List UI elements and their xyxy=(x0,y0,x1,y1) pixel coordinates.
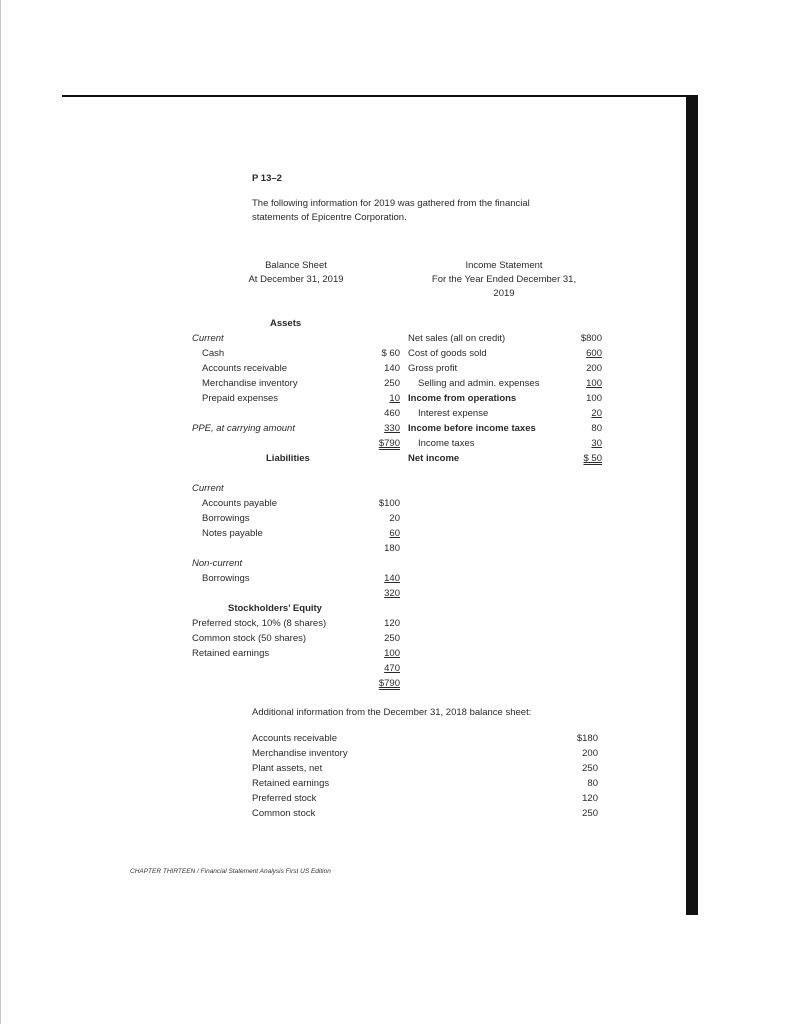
income-statement-period: For the Year Ended December 31, xyxy=(431,274,577,285)
equity-label-common: Common stock (50 shares) xyxy=(192,633,307,644)
income-statement-year: 2019 xyxy=(493,288,515,299)
liability-label-borrowings: Borrowings xyxy=(202,513,250,524)
viewer-left-border xyxy=(0,0,1,1024)
income-value-operations: 100 xyxy=(586,393,602,404)
income-value-net-sales: $800 xyxy=(580,333,602,344)
income-value-cogs: 600 xyxy=(586,348,602,359)
liabilities-total: 320 xyxy=(384,588,400,599)
asset-value-cash: $ 60 xyxy=(381,348,400,359)
assets-total: $790 xyxy=(378,438,400,449)
assets-current-label: Current xyxy=(192,333,224,344)
asset-label-accounts-receivable: Accounts receivable xyxy=(202,363,288,374)
income-label-taxes: Income taxes xyxy=(418,438,475,449)
income-label-selling-admin: Selling and admin. expenses xyxy=(418,378,540,389)
liabilities-title: Liabilities xyxy=(266,453,310,464)
asset-value-prepaid-expenses: 10 xyxy=(389,393,400,404)
additional-value-preferred-stock: 120 xyxy=(582,793,598,804)
additional-label-retained-earnings: Retained earnings xyxy=(252,778,330,789)
income-value-taxes: 30 xyxy=(591,438,602,449)
income-value-net-income: $ 50 xyxy=(583,453,602,464)
asset-value-merchandise-inventory: 250 xyxy=(384,378,400,389)
page-footer: CHAPTER THIRTEEN / Financial Statement Analysis First US Edition xyxy=(130,868,331,875)
liabilities-current-label: Current xyxy=(192,483,224,494)
equity-total: 470 xyxy=(384,663,400,674)
assets-title: Assets xyxy=(270,318,302,329)
asset-label-prepaid-expenses: Prepaid expenses xyxy=(202,393,279,404)
intro-line-1: The following information for 2019 was gathered from the financial xyxy=(252,198,530,209)
liability-value-borrowings: 20 xyxy=(389,513,400,524)
balance-sheet-title: Balance Sheet xyxy=(265,260,327,271)
income-statement-title: Income Statement xyxy=(465,260,543,271)
problem-id: P 13–2 xyxy=(252,173,282,184)
additional-value-plant-assets: 250 xyxy=(582,763,598,774)
asset-value-ppe: 330 xyxy=(384,423,400,434)
equity-value-common: 250 xyxy=(384,633,400,644)
liabilities-equity-grand-total: $790 xyxy=(378,678,400,689)
income-label-operations: Income from operations xyxy=(408,393,517,404)
equity-label-preferred: Preferred stock, 10% (8 shares) xyxy=(192,618,327,629)
page-shadow xyxy=(686,95,698,915)
liabilities-current-total: 180 xyxy=(384,543,400,554)
income-value-selling-admin: 100 xyxy=(586,378,602,389)
income-label-net-sales: Net sales (all on credit) xyxy=(408,333,506,344)
additional-info-title: Additional information from the December 31, 2018 balance sheet: xyxy=(252,707,532,718)
additional-label-preferred-stock: Preferred stock xyxy=(252,793,317,804)
asset-label-ppe: PPE, at carrying amount xyxy=(192,423,295,434)
income-label-before-taxes: Income before income taxes xyxy=(408,423,536,434)
additional-value-merchandise-inventory: 200 xyxy=(582,748,598,759)
liabilities-noncurrent-label: Non-current xyxy=(192,558,243,569)
additional-value-common-stock: 250 xyxy=(582,808,598,819)
additional-label-merchandise-inventory: Merchandise inventory xyxy=(252,748,348,759)
income-label-cogs: Cost of goods sold xyxy=(408,348,487,359)
asset-value-accounts-receivable: 140 xyxy=(384,363,400,374)
income-label-net-income: Net income xyxy=(408,453,460,464)
income-value-gross-profit: 200 xyxy=(586,363,602,374)
equity-value-preferred: 120 xyxy=(384,618,400,629)
additional-value-accounts-receivable: $180 xyxy=(576,733,598,744)
income-label-interest: Interest expense xyxy=(418,408,489,419)
additional-label-accounts-receivable: Accounts receivable xyxy=(252,733,338,744)
income-value-interest: 20 xyxy=(591,408,602,419)
additional-label-plant-assets: Plant assets, net xyxy=(252,763,323,774)
liability-value-notes-payable: 60 xyxy=(389,528,400,539)
balance-sheet-date: At December 31, 2019 xyxy=(248,274,344,285)
equity-title: Stockholders’ Equity xyxy=(228,603,322,614)
intro-line-2: statements of Epicentre Corporation. xyxy=(252,212,407,223)
page-top-rule xyxy=(62,95,687,97)
asset-label-merchandise-inventory: Merchandise inventory xyxy=(202,378,298,389)
income-value-before-taxes: 80 xyxy=(591,423,602,434)
equity-label-retained: Retained earnings xyxy=(192,648,270,659)
income-label-gross-profit: Gross profit xyxy=(408,363,458,374)
additional-value-retained-earnings: 80 xyxy=(587,778,598,789)
asset-label-cash: Cash xyxy=(202,348,225,359)
liability-label-noncurrent-borrowings: Borrowings xyxy=(202,573,250,584)
equity-value-retained: 100 xyxy=(384,648,400,659)
assets-current-total: 460 xyxy=(384,408,400,419)
liability-value-accounts-payable: $100 xyxy=(378,498,400,509)
liability-label-accounts-payable: Accounts payable xyxy=(202,498,277,509)
liability-value-noncurrent-borrowings: 140 xyxy=(384,573,400,584)
liability-label-notes-payable: Notes payable xyxy=(202,528,263,539)
additional-label-common-stock: Common stock xyxy=(252,808,316,819)
